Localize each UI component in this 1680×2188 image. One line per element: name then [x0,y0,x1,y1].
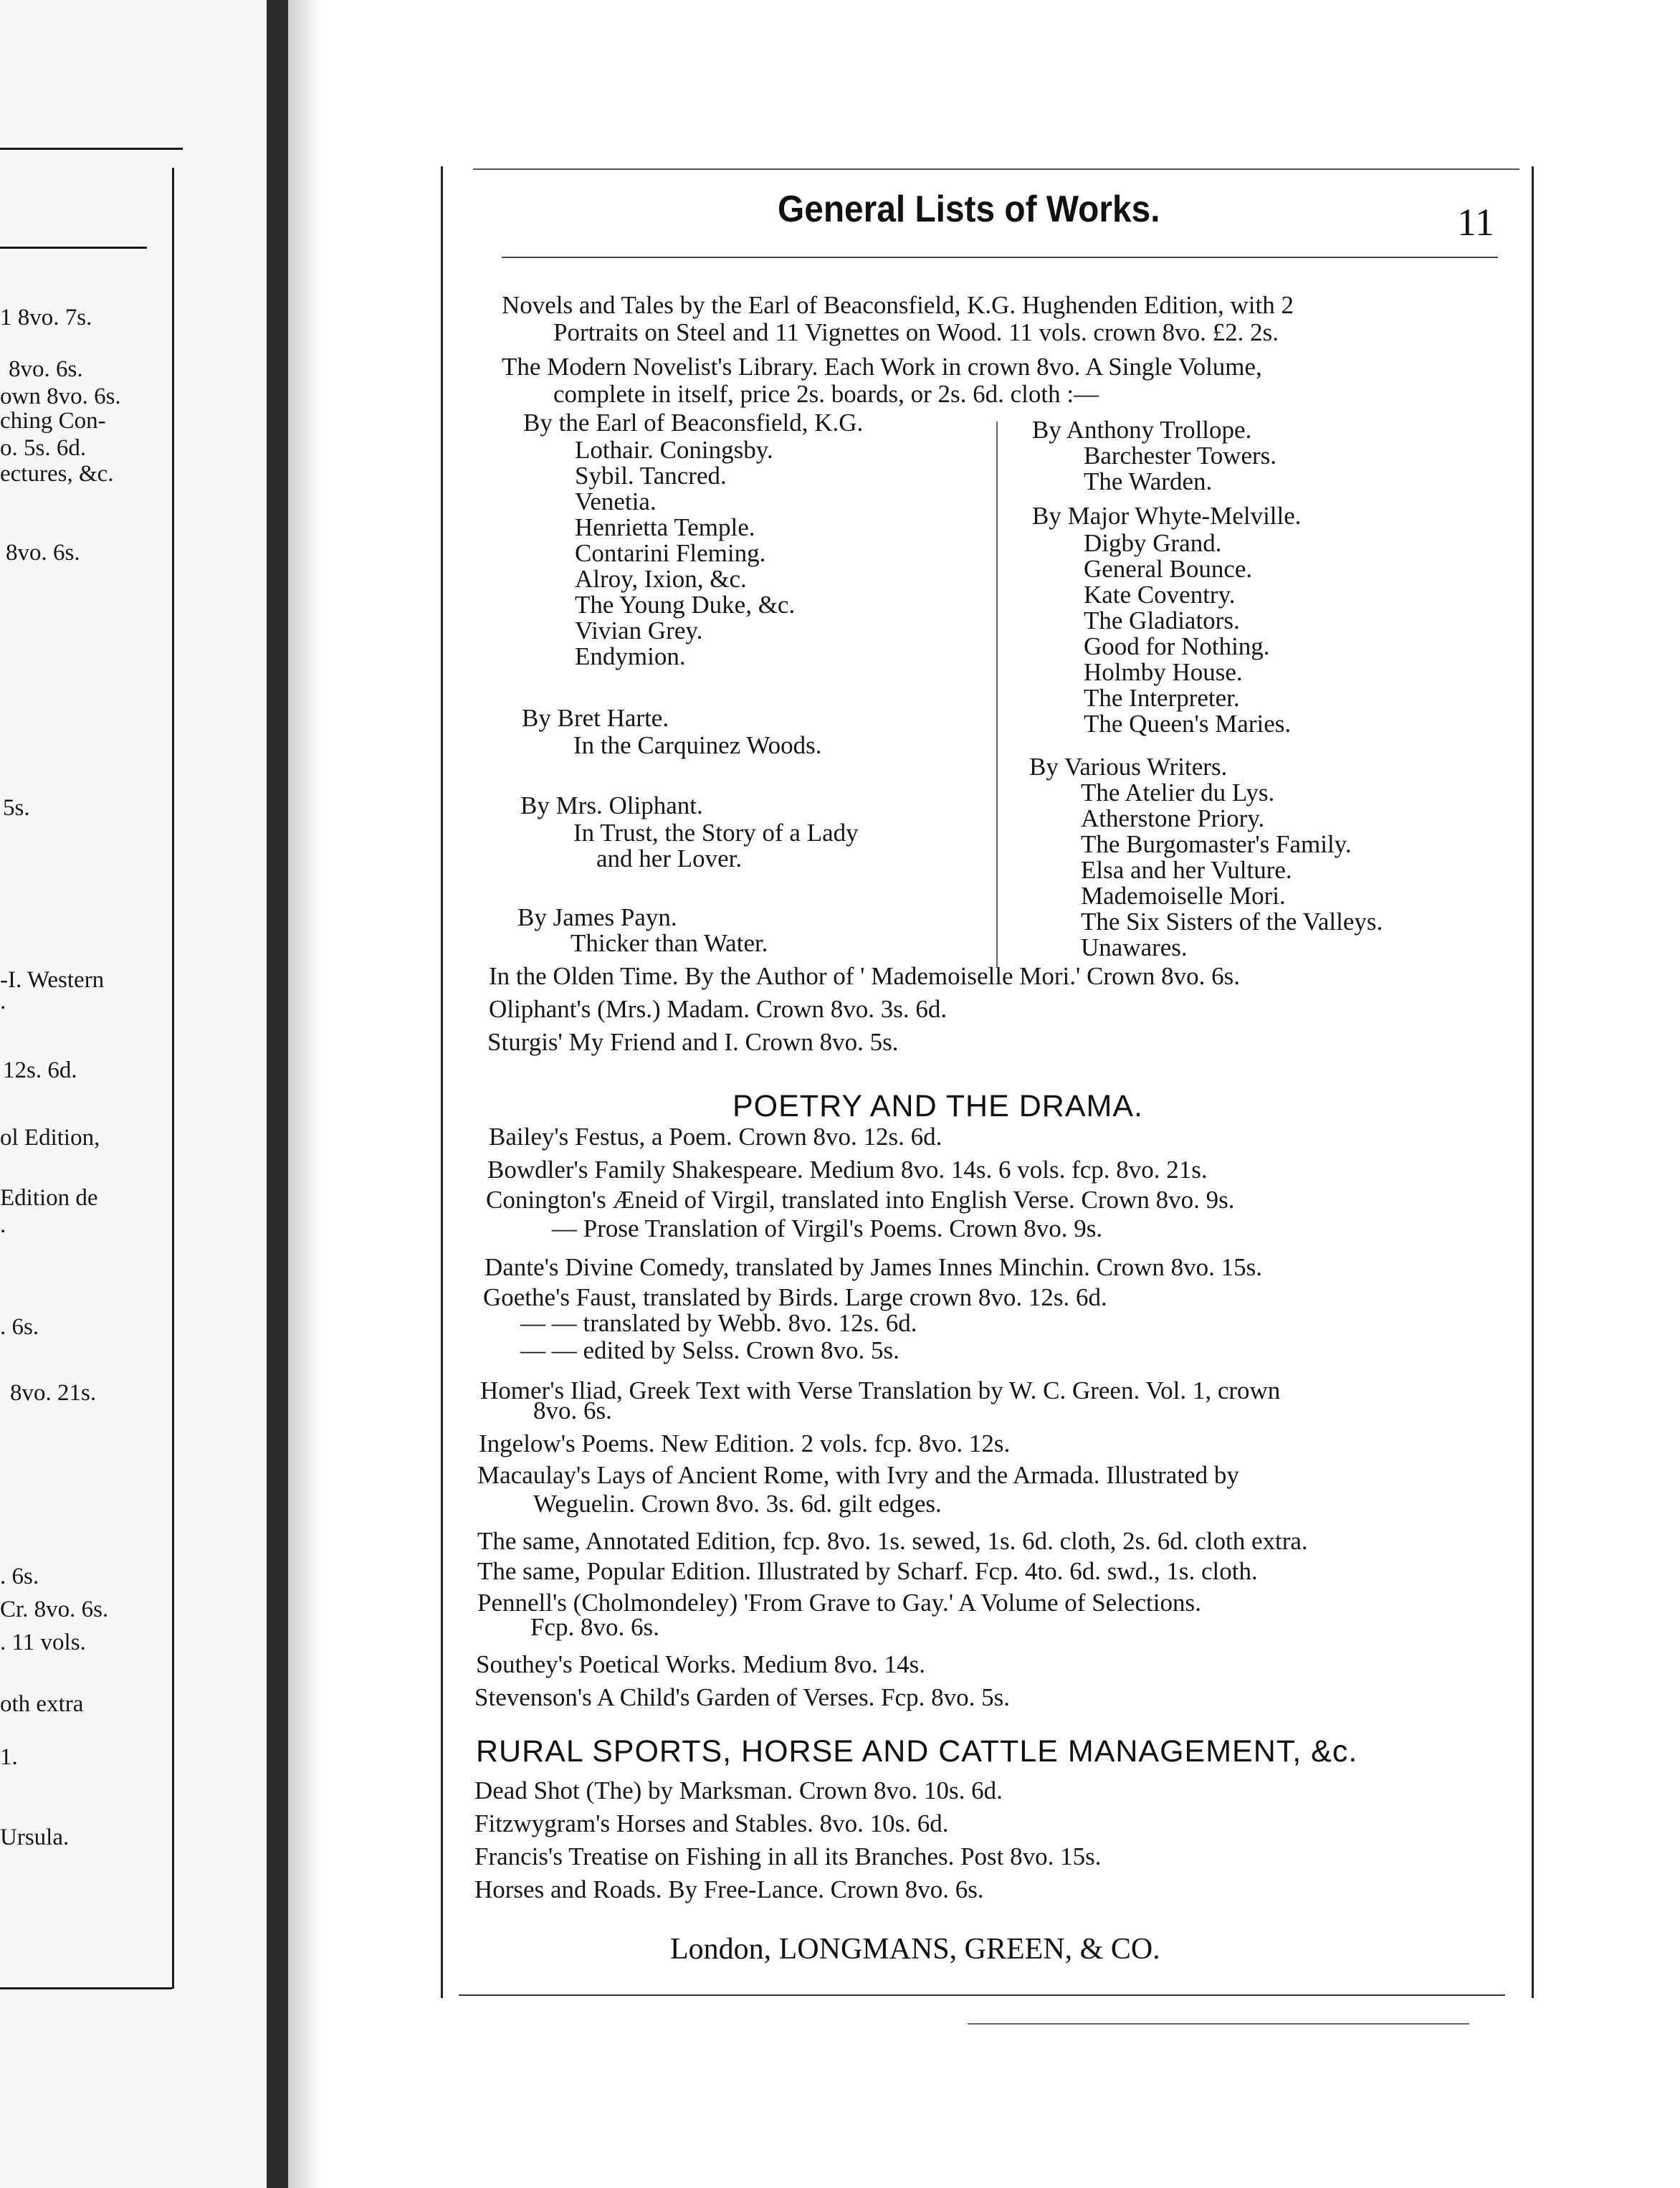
header-rule [502,257,1498,258]
left-page-line: 1 8vo. 7s. [0,305,92,330]
catalogue-entry: Oliphant's (Mrs.) Madam. Crown 8vo. 3s. 6d. [489,995,948,1023]
left-page-line: 5s. [3,795,30,821]
left-page-line: ol Edition, [0,1125,100,1151]
author-payn: By James Payn. [517,903,677,931]
catalogue-entry: Homer's Iliad, Greek Text with Verse Translation by W. C. Green. Vol. 1, crown [480,1376,1281,1404]
catalogue-entry: The same, Annotated Edition, fcp. 8vo. 1s. sewed, 1s. 6d. cloth, 2s. 6d. cloth extra. [477,1527,1308,1555]
catalogue-entry: Pennell's (Cholmondeley) 'From Grave to Gay.' A Volume of Selections. [477,1589,1201,1617]
left-page-line: Edition de [0,1185,98,1211]
catalogue-entry: In the Olden Time. By the Author of ' Mademoiselle Mori.' Crown 8vo. 6s. [489,962,1240,990]
left-page-line: . [0,1212,6,1238]
left-page-line: 8vo. 6s. [6,540,80,566]
novels-entry: Novels and Tales by the Earl of Beaconsfield, K.G. Hughenden Edition, with 2 [502,291,1294,319]
left-page-line: . 11 vols. [0,1630,86,1655]
work-title: Sybil. Tancred. [575,462,727,490]
page-title: General Lists of Works. [778,189,1160,230]
left-page-line: oth extra [0,1691,84,1717]
catalogue-entry: Southey's Poetical Works. Medium 8vo. 14s. [476,1650,925,1678]
left-page-line: . 6s. [0,1314,39,1340]
work-title: The Burgomaster's Family. [1081,830,1352,858]
work-title: Digby Grand. [1084,529,1222,557]
catalogue-entry: Bowdler's Family Shakespeare. Medium 8vo. 14s. 6 vols. fcp. 8vo. 21s. [487,1156,1208,1184]
gutter-shadow [288,0,321,2188]
left-page-top-rule [0,148,183,150]
work-title: Alroy, Ixion, &c. [575,565,747,593]
work-title: The Atelier du Lys. [1081,779,1275,807]
left-page-line: Ursula. [0,1825,70,1850]
work-title: Unawares. [1081,933,1188,961]
left-page-line: 8vo. 6s. [9,356,83,382]
author-whyte-melville: By Major Whyte-Melville. [1032,502,1302,530]
left-page-line: 8vo. 21s. [10,1380,97,1406]
left-page-second-rule [0,247,147,249]
left-page-line: -I. Western [0,967,105,993]
catalogue-entry: The same, Popular Edition. Illustrated by Scharf. Fcp. 4to. 6d. swd., 1s. cloth. [477,1557,1258,1585]
work-title: Mademoiselle Mori. [1081,882,1286,910]
publisher-imprint: London, LONGMANS, GREEN, & CO. [670,1933,1160,1966]
left-page-line: own 8vo. 6s. [0,384,121,409]
left-page-line: 1. [0,1744,18,1770]
work-title: Holmby House. [1084,658,1243,686]
catalogue-entry-continuation: — Prose Translation of Virgil's Poems. Crown 8vo. 9s. [552,1214,1103,1242]
work-title: The Young Duke, &c. [575,591,796,619]
work-title: Endymion. [575,642,686,670]
left-page-line: 12s. 6d. [3,1057,77,1083]
catalogue-entry: Dante's Divine Comedy, translated by James Innes Minchin. Crown 8vo. 15s. [485,1253,1262,1281]
work-title: In Trust, the Story of a Lady [573,819,859,847]
book-spine-gutter [267,0,288,2188]
library-entry-continuation: complete in itself, price 2s. boards, or 2s. 6d. cloth :— [553,380,1099,408]
column-divider [996,422,998,966]
catalogue-entry-continuation: — — translated by Webb. 8vo. 12s. 6d. [520,1309,917,1337]
work-title: In the Carquinez Woods. [573,731,822,759]
catalogue-entry-continuation: Fcp. 8vo. 6s. [530,1613,659,1641]
work-title: Thicker than Water. [571,929,768,957]
author-beaconsfield: By the Earl of Beaconsfield, K.G. [523,409,864,437]
author-harte: By Bret Harte. [522,704,669,732]
author-trollope: By Anthony Trollope. [1032,416,1252,444]
catalogue-entry-continuation: — — edited by Selss. Crown 8vo. 5s. [520,1336,899,1364]
left-page-line: Cr. 8vo. 6s. [0,1597,109,1622]
catalogue-entry: Bailey's Festus, a Poem. Crown 8vo. 12s. 6d. [489,1123,942,1151]
work-title: Henrietta Temple. [575,513,755,541]
author-various: By Various Writers. [1029,753,1228,781]
work-title-continuation: and her Lover. [596,845,743,872]
work-title: Kate Coventry. [1084,581,1236,609]
catalogue-entry-continuation: Weguelin. Crown 8vo. 3s. 6d. gilt edges. [533,1490,942,1518]
left-page-line: . [0,989,6,1014]
frame-top-rule [473,168,1519,170]
catalogue-entry: Francis's Treatise on Fishing in all its Branches. Post 8vo. 15s. [474,1842,1102,1870]
library-entry: The Modern Novelist's Library. Each Work in crown 8vo. A Single Volume, [502,353,1262,381]
work-title: The Gladiators. [1084,607,1240,634]
catalogue-entry: Conington's Æneid of Virgil, translated into English Verse. Crown 8vo. 9s. [486,1186,1235,1214]
work-title: Venetia. [575,487,657,515]
catalogue-entry: Goethe's Faust, translated by Birds. Large crown 8vo. 12s. 6d. [483,1283,1107,1311]
work-title: General Bounce. [1084,555,1253,583]
frame-bottom-rule [459,1994,1505,1996]
section-heading-poetry: POETRY AND THE DRAMA. [732,1089,1143,1123]
novels-entry-continuation: Portraits on Steel and 11 Vignettes on Wood. 11 vols. crown 8vo. £2. 2s. [553,318,1279,346]
frame-bottom-rule-secondary [968,2023,1469,2025]
section-heading-rural: RURAL SPORTS, HORSE AND CATTLE MANAGEMENT, &c. [476,1734,1358,1769]
catalogue-entry: Fitzwygram's Horses and Stables. 8vo. 10s. 6d. [474,1809,949,1837]
work-title: Atherstone Priory. [1081,804,1265,832]
left-page-line: ching Con- [0,408,106,434]
work-title: The Warden. [1084,467,1213,495]
catalogue-entry: Macaulay's Lays of Ancient Rome, with Ivry and the Armada. Illustrated by [477,1461,1239,1489]
work-title: The Six Sisters of the Valleys. [1081,908,1383,936]
left-page-line: . 6s. [0,1564,39,1589]
left-page-fragment [0,0,301,2188]
left-page-line: ectures, &c. [0,461,114,487]
left-page-line: o. 5s. 6d. [0,435,87,461]
page-number: 11 [1457,201,1494,244]
catalogue-entry: Stevenson's A Child's Garden of Verses. Fcp. 8vo. 5s. [474,1683,1010,1711]
catalogue-entry: Horses and Roads. By Free-Lance. Crown 8vo. 6s. [474,1875,984,1903]
left-page-bottom-rule [0,1987,172,1989]
work-title: Lothair. Coningsby. [575,436,773,464]
catalogue-entry: Ingelow's Poems. New Edition. 2 vols. fcp. 8vo. 12s. [479,1430,1011,1457]
work-title: Barchester Towers. [1084,442,1277,470]
work-title: Vivian Grey. [575,617,703,644]
catalogue-entry: Sturgis' My Friend and I. Crown 8vo. 5s. [487,1028,899,1056]
catalogue-entry: Dead Shot (The) by Marksman. Crown 8vo. 10s. 6d. [474,1776,1003,1804]
work-title: Contarini Fleming. [575,539,766,567]
work-title: The Queen's Maries. [1084,710,1292,738]
author-oliphant: By Mrs. Oliphant. [520,791,703,819]
catalogue-entry-continuation: 8vo. 6s. [533,1397,612,1424]
work-title: The Interpreter. [1084,684,1240,712]
work-title: Good for Nothing. [1084,632,1270,660]
work-title: Elsa and her Vulture. [1081,856,1292,884]
left-page-column-rule [172,168,174,1989]
